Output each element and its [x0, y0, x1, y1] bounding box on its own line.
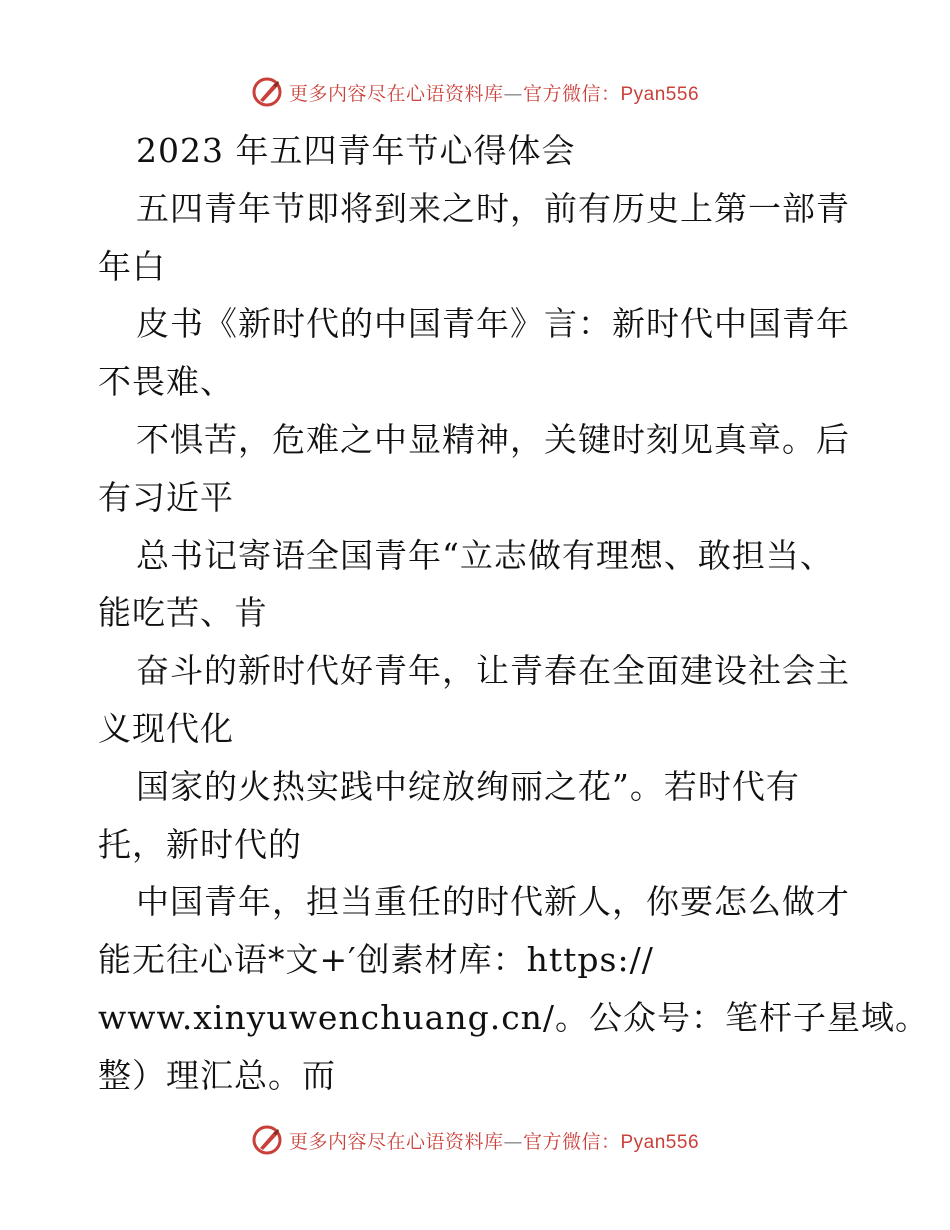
paragraph-line: 能无往心语*文+′创素材库：https:// — [98, 940, 654, 980]
document-body — [98, 122, 930, 1105]
footer-banner — [0, 1120, 950, 1160]
paragraph-line: 托，新时代的 — [98, 824, 302, 864]
paragraph-line: 总书记寄语全国青年“立志做有理想、敢担当、 — [136, 535, 834, 575]
paragraph-line: 整）理汇总。而 — [98, 1055, 336, 1095]
paragraph-line: 不畏难、 — [98, 362, 234, 402]
header-banner — [0, 72, 950, 112]
paragraph-line: 义现代化 — [98, 708, 234, 748]
banner-text: 更多内容尽在心语资料库—官方微信：Pyan556 — [288, 82, 700, 105]
paragraph-line: 皮书《新时代的中国青年》言：新时代中国青年 — [136, 304, 850, 344]
paragraph-line: 奋斗的新时代好青年，让青春在全面建设社会主 — [136, 651, 850, 691]
pen-logo-icon — [251, 76, 283, 108]
paragraph-line: 五四青年节即将到来之时，前有历史上第一部青 — [136, 188, 850, 228]
paragraph-line: www.xinyuwenchuang.cn/。公众号：笔杆子星域。 — [98, 997, 930, 1037]
paragraph-line: 有习近平 — [98, 477, 234, 517]
banner-text: 更多内容尽在心语资料库—官方微信：Pyan556 — [288, 1130, 700, 1153]
paragraph-line: 能吃苦、肯 — [98, 593, 268, 633]
paragraph-line: 国家的火热实践中绽放绚丽之花”。若时代有 — [136, 766, 800, 806]
pen-logo-icon — [251, 1124, 283, 1156]
paragraph-line: 中国青年，担当重任的时代新人，你要怎么做才 — [136, 882, 850, 922]
paragraph-line: 不惧苦，危难之中显精神，关键时刻见真章。后 — [136, 419, 850, 459]
document-title: 2023 年五四青年节心得体会 — [136, 131, 576, 170]
paragraph-line: 年白 — [98, 246, 166, 286]
